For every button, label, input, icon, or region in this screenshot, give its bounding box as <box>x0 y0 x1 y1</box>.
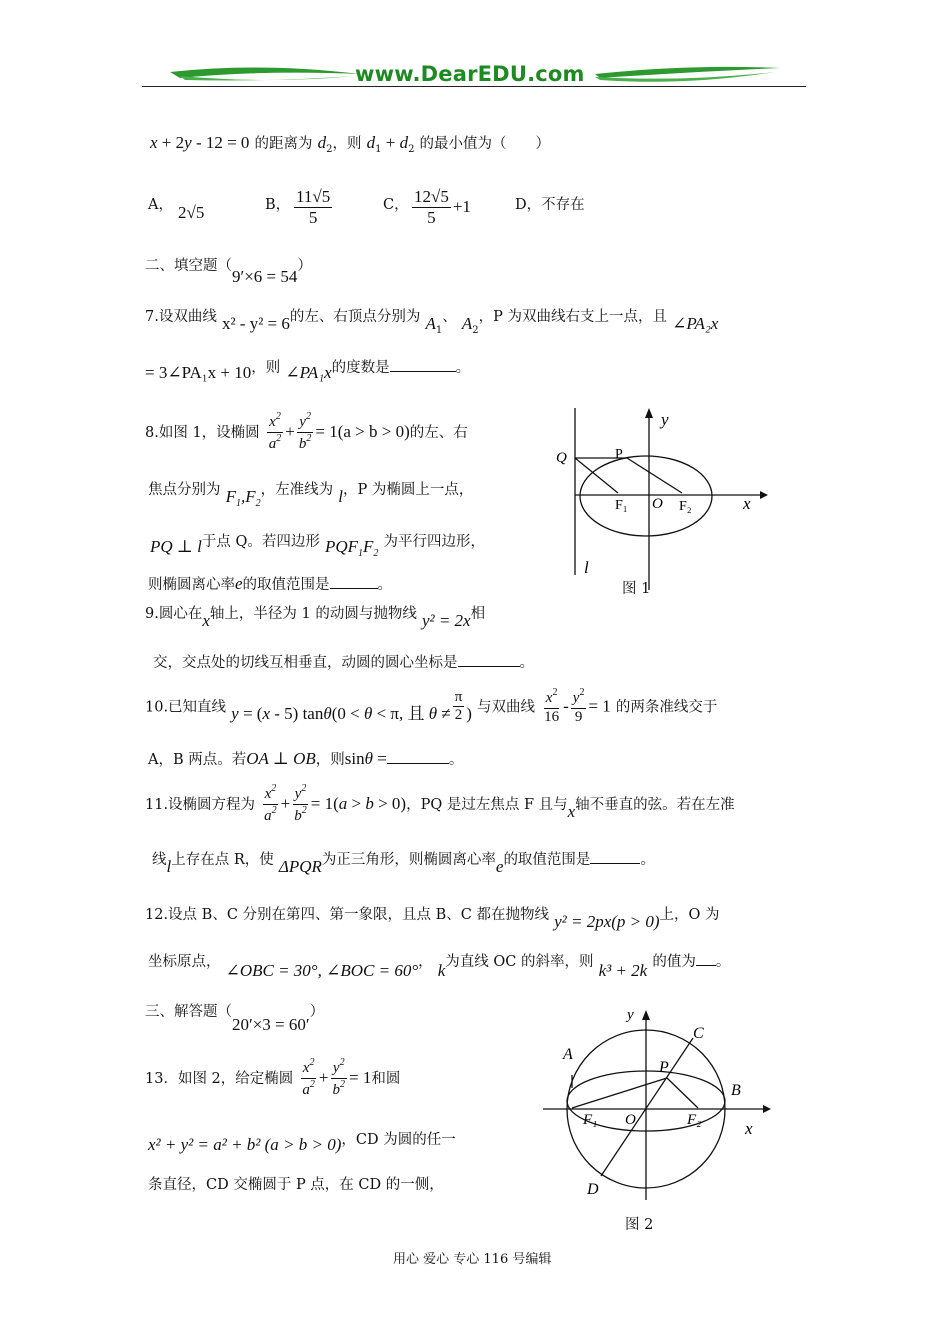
fig2-label-b: B <box>731 1082 741 1099</box>
q7-line1: 7.设双曲线 x² - y² = 6的左、右顶点分别为 $A_1$、 $A_2$，P 为双曲线右支上一点，且 ∠PA₂x <box>145 309 719 336</box>
fig2-label-o: O <box>625 1112 636 1128</box>
q8-line1: 8.如图 1，设椭圆 $\frac{x^2}{a^2}$ + $\frac{y^2}{b^2}$ = 1(a > b > 0)的左、右 <box>145 411 468 452</box>
figure1-diagram <box>545 400 775 600</box>
fig1-label-o: O <box>652 496 663 512</box>
q13-line2: x² + y² = a² + b² (a > b > 0)，CD 为圆的任一 <box>148 1132 456 1154</box>
fig1-label-x: x <box>743 494 751 513</box>
fig1-y-arrow <box>645 408 653 418</box>
choice-b-fraction: $\frac{11√5}{5}$ <box>296 187 331 227</box>
fig2-label-f2: F₂ <box>687 1112 702 1128</box>
fig2-label-a: A <box>563 1046 573 1063</box>
q10-line2: A，B 两点。若OA ⊥ OB，则sinθ = 。 <box>148 749 464 768</box>
fig2-segment-f1p <box>572 1078 667 1108</box>
page-footer: 用心 爱心 专心 116 号编辑 <box>393 1252 552 1267</box>
choice-a-value: 2√5 <box>178 203 205 222</box>
figure1-caption: 图 1 <box>622 581 651 597</box>
site-logo-text[interactable]: www.DearEDU.com <box>355 62 585 86</box>
q8-line4: 则椭圆离心率e的取值范围是 。 <box>148 574 393 593</box>
q9-answer-blank[interactable] <box>458 654 520 667</box>
q13-line3: 条直径，CD 交椭圆于 P 点，在 CD 的一侧， <box>148 1177 444 1193</box>
q11-answer-blank[interactable] <box>590 851 640 864</box>
fig2-label-c: C <box>693 1025 704 1042</box>
q8-line3: PQ ⊥ l于点 Q。若四边形 $PQF_1F_2$ 为平行四边形， <box>150 534 485 559</box>
choice-c-label: C， <box>383 197 409 213</box>
q9-line1: 9.圆心在x轴上，半径为 1 的动圆与抛物线 y² = 2x相 <box>145 606 486 630</box>
fig1-ellipse <box>580 456 712 536</box>
fig2-label-d: D <box>587 1181 599 1198</box>
fig2-segment-pf2 <box>667 1078 698 1108</box>
section2-title: 二、填空题（9′×6 = 54） <box>145 258 312 286</box>
q6-line: x + 2y - 12 = 0 的距离为 $d_2$，则 $d_1 + d_2$ 的最小值为（ ） <box>150 133 551 155</box>
fig2-x-arrow <box>763 1105 771 1113</box>
q9-line2: 交，交点处的切线互相垂直，动圆的圆心坐标是 。 <box>153 655 534 671</box>
fig1-label-q: Q <box>556 450 567 466</box>
q7-answer-blank[interactable] <box>390 359 456 372</box>
header-rule <box>142 86 806 87</box>
q12-line2: 坐标原点， ∠OBC = 30°, ∠BOC = 60°， k为直线 OC 的斜率，则 k³ + 2k 的值为 。 <box>148 954 731 980</box>
choice-c-fraction: $\frac{12√5}{5}$ +1 <box>414 187 471 227</box>
q12-line1: 12.设点 B、C 分别在第四、第一象限，且点 B、C 都在抛物线 y² = 2px(p > 0)上，O 为 <box>145 907 720 931</box>
q11-line2: 线l上存在点 R，使 ΔPQR为正三角形，则椭圆离心率e的取值范围是 。 <box>152 852 655 876</box>
fig2-label-p: P <box>659 1059 669 1076</box>
fig2-label-x: x <box>745 1119 753 1138</box>
choice-d: D，不存在 <box>515 197 585 213</box>
fig2-label-f1: F₁ <box>583 1112 598 1128</box>
q10-line1: 10.已知直线 y = (x - 5) tanθ(0 < θ < π, 且 θ ≠ $\frac{\pi}{2}$ ) 与双曲线 $\frac{x^2}{16}$ - $\frac{y^2}{9}$ = 1 的两条准线交于 <box>145 687 718 725</box>
fig1-label-y: y <box>661 410 669 429</box>
q11-line1: 11.设椭圆方程为 $\frac{x^2}{a^2}$ + $\frac{y^2}{b^2}$ = 1(a > b > 0)，PQ 是过左焦点 F 且与x轴不垂直的弦。若在左准 <box>145 783 735 824</box>
q8-line2: 焦点分别为 $F_1,F_2$，左准线为 l，P 为椭圆上一点， <box>148 482 474 509</box>
fig2-diameter-cd <box>601 1038 693 1176</box>
section3-title: 三、解答题（20′×3 = 60′） <box>145 1004 325 1034</box>
q10-answer-blank[interactable] <box>387 751 449 764</box>
fig2-y-arrow <box>642 1010 650 1020</box>
figure2-diagram <box>535 1000 785 1210</box>
fig1-label-l: l <box>584 558 589 577</box>
figure2-caption: 图 2 <box>625 1217 654 1233</box>
fig1-x-arrow <box>760 491 768 499</box>
q8-answer-blank[interactable] <box>330 576 378 589</box>
fig1-segment-pf2 <box>627 458 682 493</box>
q7-line2: = 3∠PA₁x + 10，则 ∠PA₁x的度数是 。 <box>145 360 471 382</box>
fig1-label-p: P <box>615 447 623 462</box>
q13-line1: 13．如图 2，给定椭圆 $\frac{x^2}{a^2}$ + $\frac{y^2}{b^2}$ = 1和圆 <box>145 1057 401 1098</box>
fig2-label-y: y <box>627 1007 634 1023</box>
q12-answer-blank[interactable] <box>696 953 716 966</box>
fig1-label-f1: F₁ <box>615 498 628 513</box>
fig1-label-f2: F₂ <box>679 499 692 514</box>
choice-a-label: A， <box>148 197 173 213</box>
choice-b-label: B， <box>265 197 291 213</box>
